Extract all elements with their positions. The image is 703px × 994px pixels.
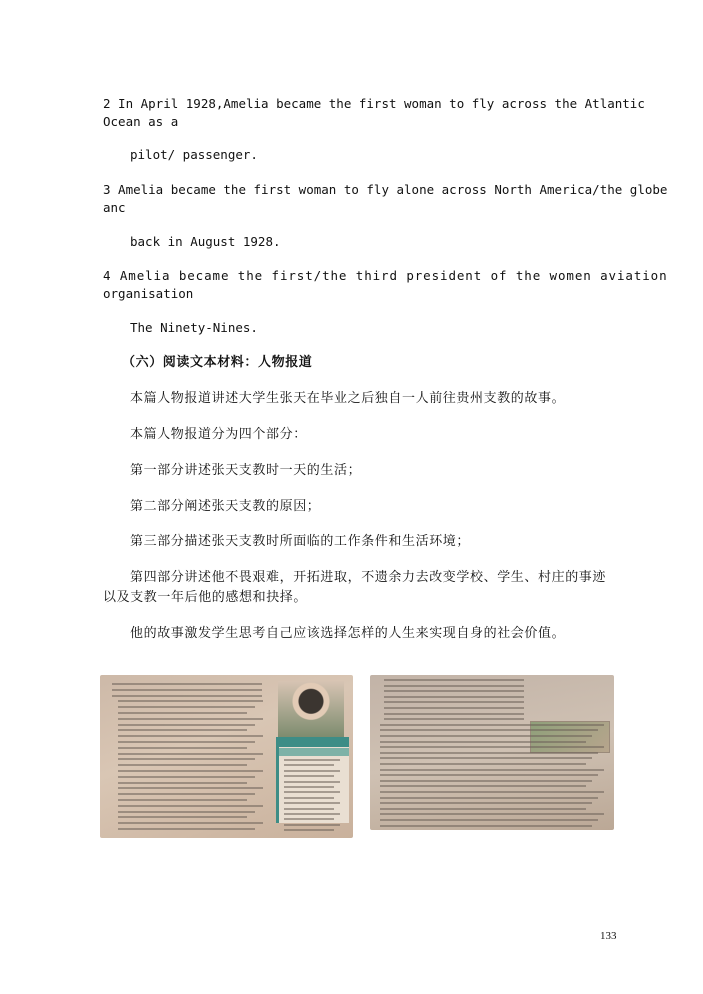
textbook-photo-right — [370, 675, 614, 830]
blurred-text-line — [284, 764, 334, 766]
blurred-text-line — [118, 758, 255, 760]
blurred-text-line — [118, 776, 255, 778]
blurred-text-line — [118, 805, 263, 807]
blurred-text-line — [118, 747, 247, 749]
blurred-text-line — [384, 707, 524, 709]
paragraph: 以及支教一年后他的感想和抉择。 — [103, 590, 308, 605]
blurred-text-line — [118, 741, 255, 743]
blurred-text-line — [380, 791, 604, 793]
blurred-text-line — [380, 825, 592, 827]
blurred-text-line — [380, 757, 592, 759]
blurred-text-line — [118, 816, 247, 818]
text-line: Ocean as a — [103, 114, 179, 129]
blurred-text-line — [118, 822, 263, 824]
paragraph: 第三部分描述张天支教时所面临的工作条件和生活环境； — [130, 534, 471, 549]
blurred-text-line — [118, 724, 255, 726]
blurred-text-line — [118, 718, 263, 720]
blurred-text-line — [118, 811, 255, 813]
blurred-text-line — [118, 787, 263, 789]
blurred-text-line — [284, 775, 334, 777]
blurred-text-line — [384, 679, 524, 681]
blurred-text-line — [112, 689, 262, 691]
blurred-text-line — [284, 802, 340, 804]
blurred-text-line — [284, 791, 340, 793]
blurred-text-line — [384, 696, 524, 698]
textbook-photo-left — [100, 675, 353, 838]
blurred-text-line — [284, 759, 340, 761]
paragraph: 本篇人物报道分为四个部分： — [130, 427, 307, 442]
paragraph: 本篇人物报道讲述大学生张天在毕业之后独自一人前往贵州支教的故事。 — [130, 391, 566, 406]
blurred-text-line — [380, 752, 598, 754]
blurred-text-line — [118, 793, 255, 795]
text-line: back in August 1928. — [130, 234, 281, 249]
blurred-text-line — [118, 764, 247, 766]
blurred-text-line — [284, 813, 340, 815]
blurred-text-line — [284, 770, 340, 772]
blurred-text-line — [380, 819, 598, 821]
blurred-text-line — [284, 786, 334, 788]
blurred-text-line — [384, 685, 524, 687]
text-line: organisation — [103, 286, 194, 301]
blurred-text-line — [118, 828, 255, 830]
blurred-text-line — [380, 802, 592, 804]
blurred-text-line — [384, 713, 524, 715]
blurred-text-line — [118, 735, 263, 737]
blurred-text-line — [380, 780, 592, 782]
blurred-text-line — [384, 690, 524, 692]
blurred-text-line — [112, 695, 262, 697]
blurred-text-line — [380, 741, 586, 743]
text-line: The Ninety-Nines. — [130, 320, 258, 335]
text-line: 4 Amelia became the first/the third president of the women aviation — [103, 268, 668, 283]
blurred-text-line — [380, 797, 598, 799]
blurred-text-line — [284, 781, 340, 783]
blurred-text-line — [380, 774, 598, 776]
blurred-text-line — [284, 824, 340, 826]
blurred-text-line — [284, 797, 334, 799]
blurred-text-line — [284, 808, 334, 810]
blurred-text-line — [380, 808, 586, 810]
blurred-text-line — [384, 701, 524, 703]
village-school-image — [530, 721, 610, 753]
blurred-text-line — [284, 818, 334, 820]
text-line: anc — [103, 200, 126, 215]
blurred-text-line — [380, 769, 604, 771]
blurred-text-line — [380, 785, 586, 787]
person-portrait-image — [278, 681, 344, 739]
blurred-text-line — [112, 683, 262, 685]
blurred-text-line — [380, 724, 604, 726]
blurred-text-line — [118, 799, 247, 801]
blurred-text-line — [118, 712, 247, 714]
text-line: 2 In April 1928,Amelia became the first woman to fly across the Atlantic — [103, 96, 645, 111]
paragraph: 他的故事激发学生思考自己应该选择怎样的人生来实现自身的社会价值。 — [130, 626, 566, 641]
text-line: 3 Amelia became the first woman to fly alone across North America/the globe — [103, 182, 668, 197]
blurred-text-line — [118, 729, 247, 731]
blurred-text-line — [380, 729, 598, 731]
blurred-text-line — [118, 700, 263, 702]
paragraph: 第四部分讲述他不畏艰难，开拓进取，不遗余力去改变学校、学生、村庄的事迹 — [130, 570, 607, 585]
section-heading: （六）阅读文本材料：人物报道 — [122, 355, 313, 370]
blurred-text-line — [118, 753, 263, 755]
paragraph: 第一部分讲述张天支教时一天的生活； — [130, 463, 362, 478]
blurred-text-line — [380, 735, 592, 737]
blurred-text-line — [380, 763, 586, 765]
paragraph: 第二部分阐述张天支教的原因； — [130, 499, 321, 514]
blurred-text-line — [380, 813, 604, 815]
blurred-text-line — [118, 782, 247, 784]
text-line: pilot/ passenger. — [130, 147, 258, 162]
page-number: 133 — [600, 930, 617, 942]
blurred-text-line — [118, 770, 263, 772]
blurred-text-line — [284, 829, 334, 831]
blurred-text-line — [380, 746, 604, 748]
blurred-text-line — [118, 706, 255, 708]
blurred-text-line — [384, 718, 524, 720]
